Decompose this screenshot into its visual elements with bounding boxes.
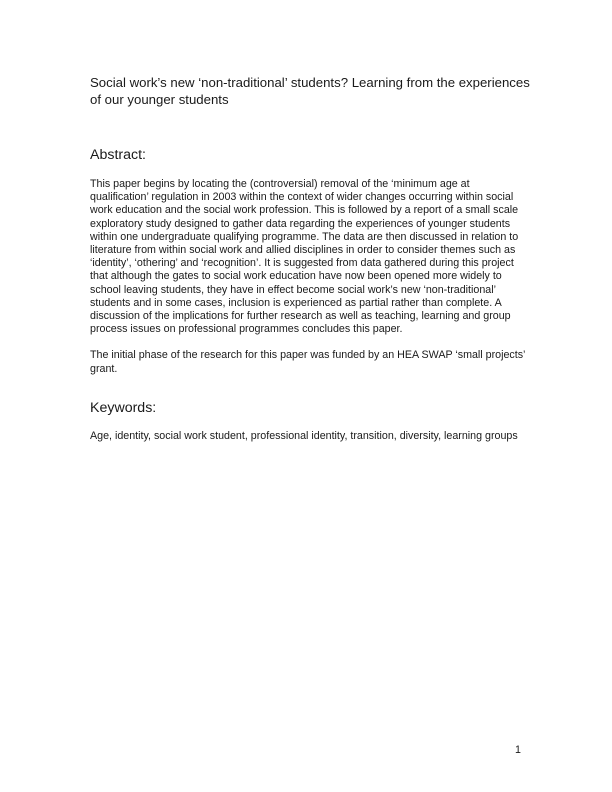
abstract-heading: Abstract: — [90, 147, 146, 163]
page-number: 1 — [515, 744, 521, 756]
abstract-text: This paper begins by locating the (controversial) removal of the ‘minimum age at qualification’ regulation in 2003 within the context of wider changes occurring within social work education and the social work profession. This is followed by a report of a small scale exploratory study designed to gather data regarding the experiences of younger students within one undergraduate qualifying programme. The data are then discussed in relation to literature from within social work and allied disciplines in order to consider themes such as ‘identity’, ‘othering’ and ‘recognition’. It is suggested from data gathered during this project that although the gates to social work education have now been opened more widely to school leaving students, they have in effect become social work’s new ‘non-traditional’ students and in some cases, inclusion is experienced as partial rather than complete. A discussion of the implications for further research as well as teaching, learning and group process issues on professional programmes concludes this paper. — [90, 178, 519, 336]
document-title: Social work’s new ‘non-traditional’ students? Learning from the experiences of our younger students — [90, 75, 530, 107]
keywords-text: Age, identity, social work student, professional identity, transition, diversity, learning groups — [90, 429, 518, 442]
keywords-heading: Keywords: — [90, 399, 157, 416]
page-content — [90, 74, 530, 443]
funding-note: The initial phase of the research for this paper was funded by an HEA SWAP ‘small projects’ grant. — [90, 349, 526, 375]
